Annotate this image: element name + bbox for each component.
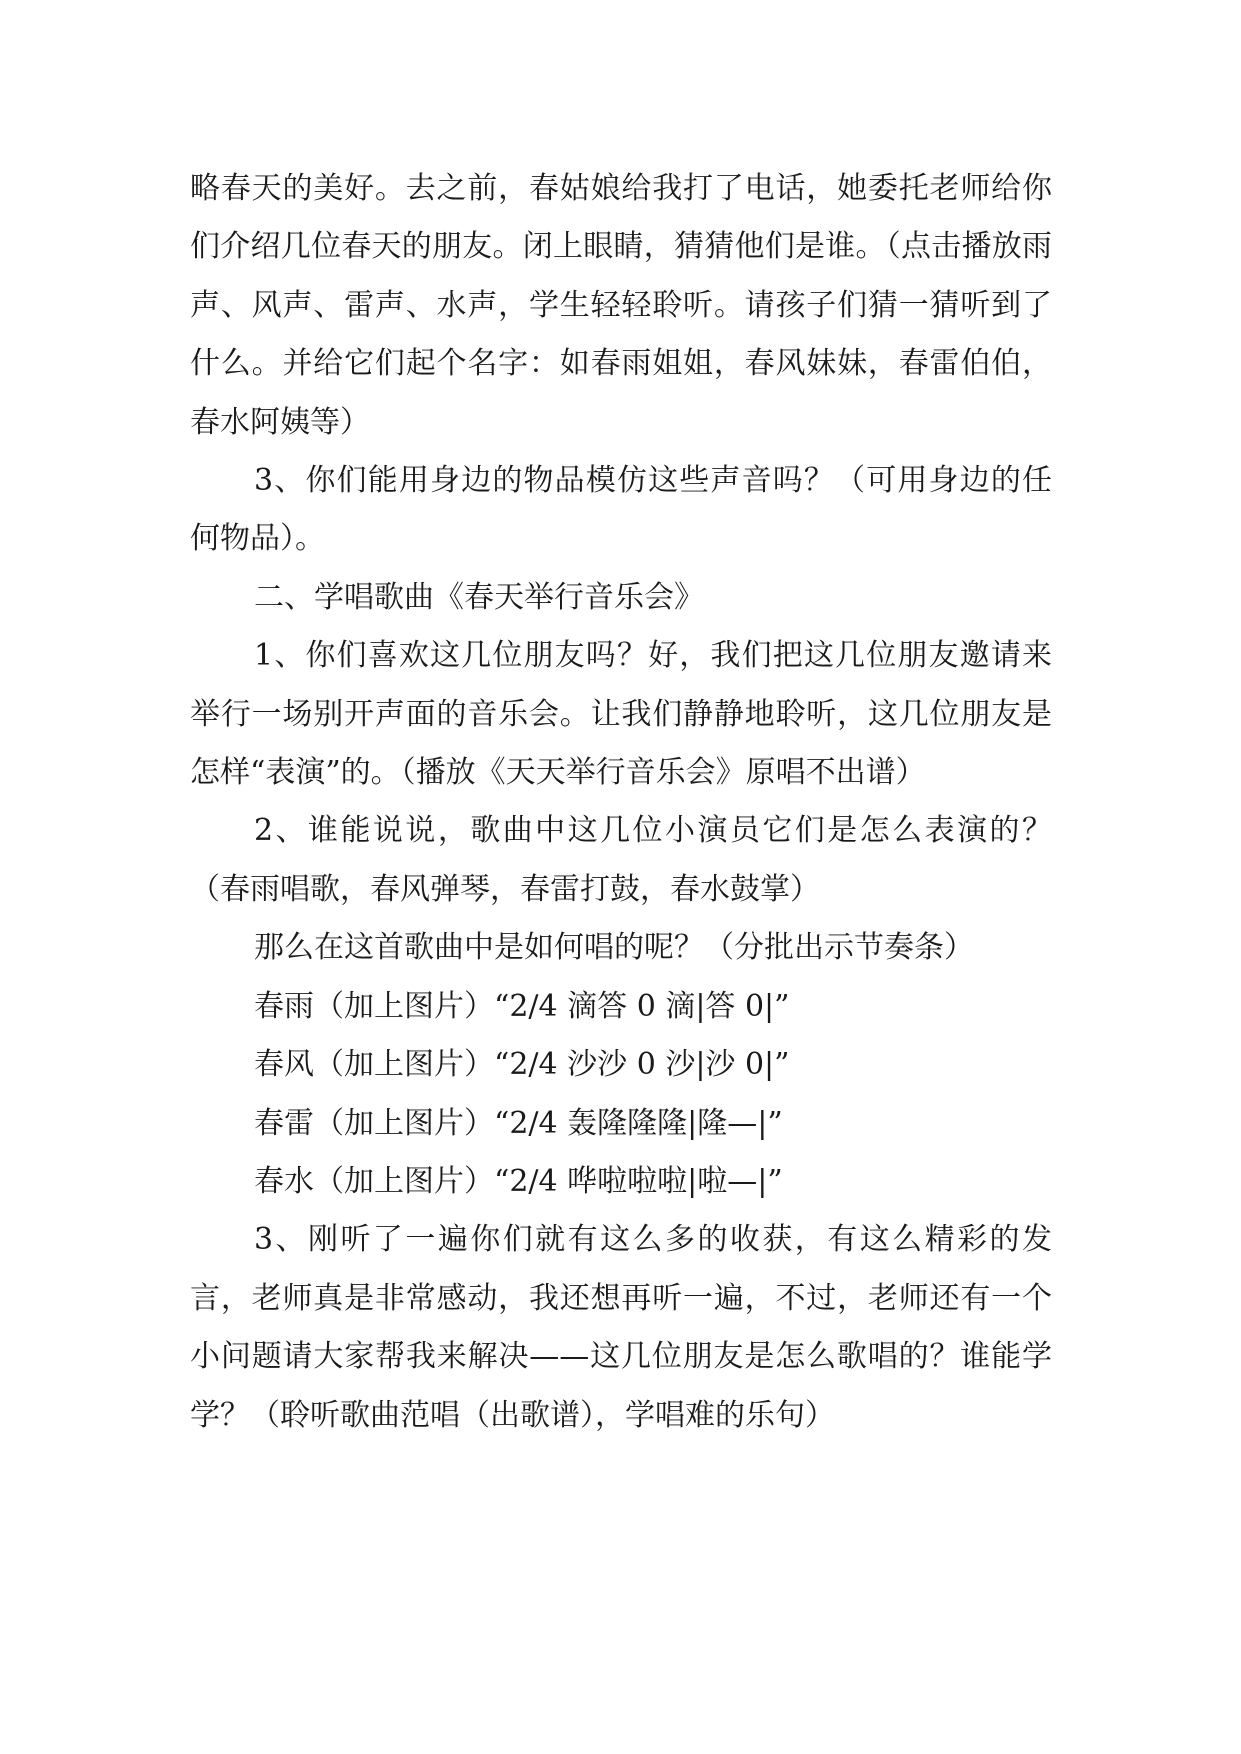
paragraph-step-2-discuss: 2、谁能说说，歌曲中这几位小演员它们是怎么表演的？（春雨唱歌，春风弹琴，春雷打鼓，春水鼓掌） (190, 813, 1052, 907)
paragraph-rhythm-intro: 那么在这首歌曲中是如何唱的呢？（分批出示节奏条） (254, 930, 974, 966)
paragraph-step-1-listen: 1、你们喜欢这几位朋友吗？好，我们把这几位朋友邀请来举行一场别开声面的音乐会。让我们静静地聆听，这几位朋友是怎样“表演”的。（播放《天天举行音乐会》原唱不出谱） (190, 638, 1052, 791)
paragraph-step-3-imitate: 3、你们能用身边的物品模仿这些声音吗？（可用身边的任何物品）。 (190, 463, 1052, 557)
paragraph-intro-continuation: 略春天的美好。去之前，春姑娘给我打了电话，她委托老师给你们介绍几位春天的朋友。闭上眼睛，猜猜他们是谁。（点击播放雨声、风声、雷声、水声，学生轻轻聆听。请孩子们猜一猜听到了什么。并给它们起个名字：如春雨姐姐，春风妹妹，春雷伯伯，春水阿姨等） (190, 171, 1052, 440)
rhythm-line-spring-thunder: 春雷（加上图片）“2/4 轰隆隆隆|隆—|” (254, 1105, 783, 1141)
document-body (190, 160, 1052, 1445)
paragraph-step-3-sing: 3、刚听了一遍你们就有这么多的收获，有这么精彩的发言，老师真是非常感动，我还想再听一遍，不过，老师还有一个小问题请大家帮我来解决——这几位朋友是怎么歌唱的？谁能学学？（聆听歌曲范唱（出歌谱），学唱难的乐句） (190, 1222, 1052, 1433)
rhythm-line-spring-wind: 春风（加上图片）“2/4 沙沙 0 沙|沙 0|” (254, 1047, 790, 1083)
rhythm-line-spring-water: 春水（加上图片）“2/4 哗啦啦啦|啦—|” (254, 1163, 783, 1199)
rhythm-line-spring-rain: 春雨（加上图片）“2/4 滴答 0 滴|答 0|” (254, 988, 790, 1024)
section-heading-learn-song: 二、学唱歌曲《春天举行音乐会》 (254, 579, 704, 615)
